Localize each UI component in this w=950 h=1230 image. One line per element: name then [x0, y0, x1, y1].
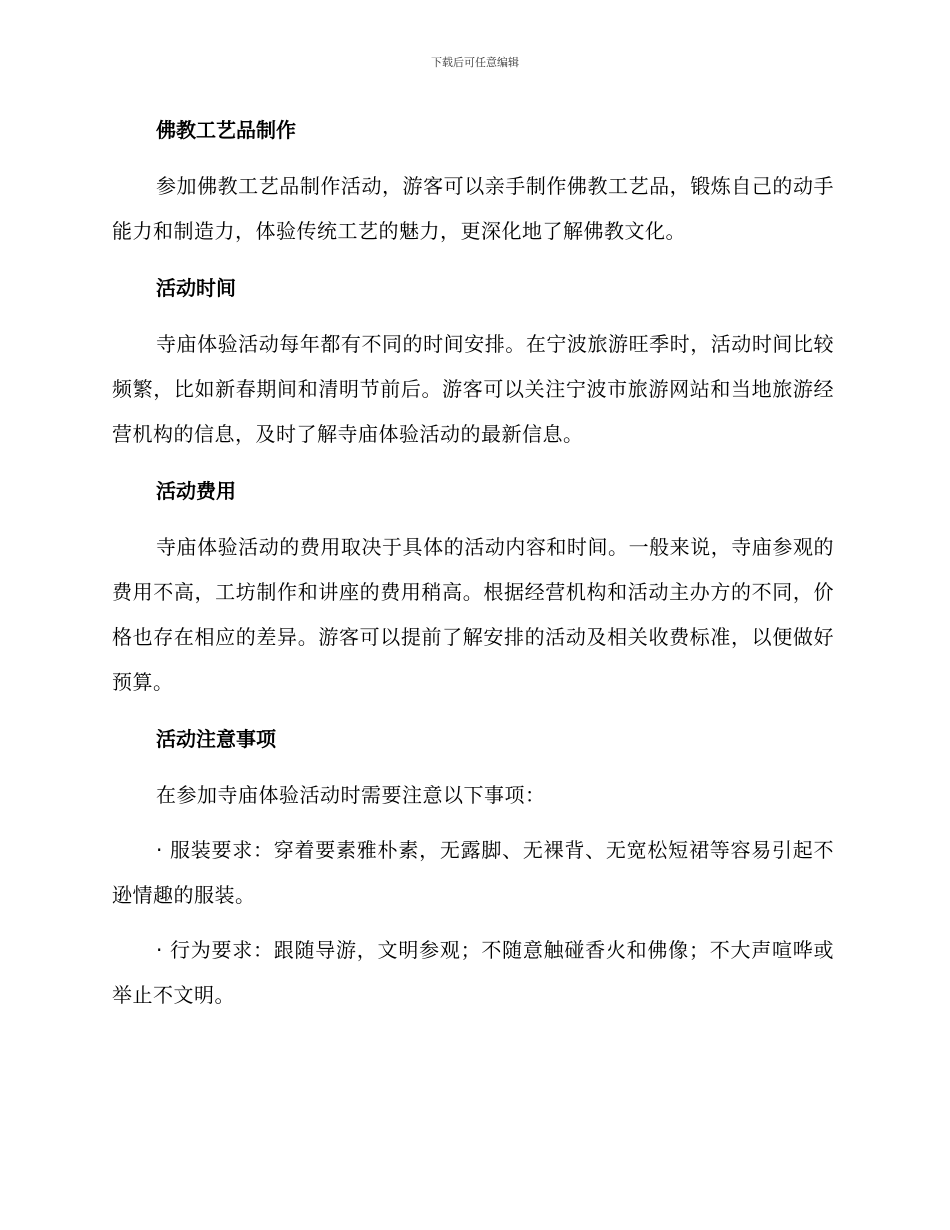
- paragraph-time: 寺庙体验活动每年都有不同的时间安排。在宁波旅游旺季时，活动时间比较频繁，比如新春期间和清明节前后。游客可以关注宁波市旅游网站和当地旅游经营机构的信息，及时了解寺庙体验活动的最新信息。: [112, 332, 834, 446]
- paragraph-notes-intro: 在参加寺庙体验活动时需要注意以下事项：: [156, 783, 546, 807]
- paragraph-fees: 寺庙体验活动的费用取决于具体的活动内容和时间。一般来说，寺庙参观的费用不高，工坊制作和讲座的费用稍高。根据经营机构和活动主办方的不同，价格也存在相应的差异。游客可以提前了解安排的活动及相关收费标准，以便做好预算。: [112, 535, 834, 694]
- section-heading-time: 活动时间: [156, 276, 236, 300]
- section-heading-notes: 活动注意事项: [156, 727, 276, 751]
- document-body: [112, 108, 834, 1018]
- header-note: 下载后可任意编辑: [431, 56, 519, 69]
- section-heading-fees: 活动费用: [156, 479, 236, 503]
- list-item-dress-code: · 服装要求：穿着要素雅朴素，无露脚、无裸背、无宽松短裙等容易引起不逊情趣的服装。: [112, 838, 834, 907]
- paragraph-crafts: 参加佛教工艺品制作活动，游客可以亲手制作佛教工艺品，锻炼自己的动手能力和制造力，体验传统工艺的魅力，更深化地了解佛教文化。: [112, 174, 834, 243]
- section-heading-crafts: 佛教工艺品制作: [156, 118, 296, 142]
- list-item-behavior: · 行为要求：跟随导游，文明参观；不随意触碰香火和佛像；不大声喧哗或举止不文明。: [112, 938, 834, 1007]
